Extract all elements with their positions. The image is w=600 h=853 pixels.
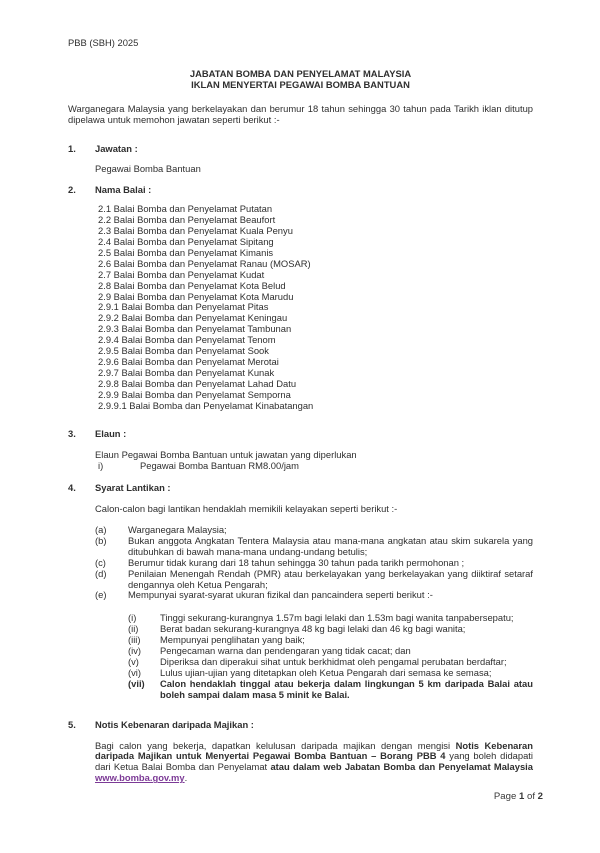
criteria-label: (c): [95, 556, 106, 568]
section-title: Jawatan :: [95, 142, 138, 154]
fizikal-text: Diperiksa dan diperakui sihat untuk berkhidmat oleh pengamal perubatan berdaftar;: [160, 655, 507, 667]
section-number: 5.: [68, 718, 76, 730]
section-number: 2.: [68, 184, 76, 196]
balai-list-item: 2.9 Balai Bomba dan Penyelamat Kota Marudu: [98, 290, 294, 302]
criteria-text: Warganegara Malaysia;: [128, 524, 227, 535]
section-number: 1.: [68, 142, 76, 154]
criteria-text: Bukan anggota Angkatan Tentera Malaysia atau mana-mana angkatan atau skim sukarela yang ditubuhkan di bawah mana-mana undang-undang betulis;: [128, 534, 533, 557]
elaun-item: [98, 461, 533, 472]
employer-notice-paragraph: [95, 741, 533, 785]
balai-list-item: 2.9.9 Balai Bomba dan Penyelamat Semporna: [98, 388, 291, 400]
balai-list-item: 2.9.7 Balai Bomba dan Penyelamat Kunak: [98, 366, 275, 378]
section-number: 4.: [68, 482, 76, 494]
syarat-lead: Calon-calon bagi lantikan hendaklah memikili kelayakan seperti berikut :-: [95, 503, 398, 515]
fizikal-list: [128, 613, 533, 700]
section-title: Elaun :: [95, 428, 127, 440]
doc-title: [68, 69, 533, 91]
criteria-item: [95, 569, 533, 591]
balai-list-item: 2.1 Balai Bomba dan Penyelamat Putatan: [98, 203, 273, 215]
notice-seg2-bold: Notis Kebenaran daripada Majikan untuk Menyertai Pegawai Bomba Bantuan – Borang PBB 4: [95, 739, 533, 762]
elaun-item-label: i): [98, 460, 104, 472]
section-number: 3.: [68, 428, 76, 440]
intro-paragraph: Warganegara Malaysia yang berkelayakan dan berumur 18 tahun sehingga 30 tahun pada Tarikh iklan ditutup dipelawa untuk memohon jawatan seperti berikut :-: [68, 102, 533, 125]
fizikal-text: Lulus ujian-ujian yang ditetapkan oleh Ketua Pengarah dari semasa ke semasa;: [160, 666, 492, 678]
section-title: Syarat Lantikan :: [95, 482, 171, 494]
doc-ref: PBB (SBH) 2025: [68, 37, 139, 48]
criteria-item: [95, 536, 533, 558]
fizikal-label: (i): [128, 612, 137, 624]
elaun-intro: Elaun Pegawai Bomba Bantuan untuk jawatan yang diperlukan: [95, 449, 357, 461]
notice-seg5: .: [184, 772, 188, 784]
balai-list-item: 2.9.4 Balai Bomba dan Penyelamat Tenom: [98, 334, 276, 346]
balai-list-item: 2.6 Balai Bomba dan Penyelamat Ranau (MOSAR): [98, 257, 311, 269]
page-footer: [494, 792, 543, 803]
notice-seg4-bold: atau dalam web Jabatan Bomba dan Penyelamat Malaysia: [270, 761, 533, 773]
jawatan-value: Pegawai Bomba Bantuan: [95, 163, 201, 175]
fizikal-item-highlight: [128, 679, 533, 701]
footer-page-current: 1: [518, 791, 525, 802]
criteria-label: (e): [95, 589, 107, 601]
bomba-website-link[interactable]: www.bomba.gov.my: [95, 772, 185, 784]
doc-title-line2: IKLAN MENYERTAI PEGAWAI BOMBA BANTUAN: [191, 78, 410, 90]
criteria-text: Berumur tidak kurang dari 18 tahun sehingga 30 tahun pada tarikh permohonan ;: [128, 556, 465, 568]
criteria-text: Penilaian Menengah Rendah (PMR) atau berkelayakan yang berkelayakan yang diiktiraf setaraf dengannya oleh Ketua Pengarah;: [128, 567, 533, 590]
footer-of-label: of: [524, 791, 538, 802]
section-title: Notis Kebenaran daripada Majikan :: [95, 718, 254, 730]
balai-list-item: 2.9.6 Balai Bomba dan Penyelamat Merotai: [98, 355, 279, 367]
fizikal-label: (vi): [128, 666, 142, 678]
criteria-label: (a): [95, 524, 107, 535]
criteria-label: (b): [95, 534, 107, 546]
fizikal-text: Pengecaman warna dan pendengaran yang tidak cacat; dan: [160, 645, 411, 657]
fizikal-text: Tinggi sekurang-kurangnya 1.57m bagi lelaki dan 1.53m bagi wanita tanpabersepatu;: [160, 612, 514, 624]
section-title: Nama Balai :: [95, 184, 152, 196]
balai-list-item: 2.3 Balai Bomba dan Penyelamat Kuala Penyu: [98, 225, 293, 237]
balai-list-item: 2.9.1 Balai Bomba dan Penyelamat Pitas: [98, 301, 269, 313]
balai-list-item: 2.9.8 Balai Bomba dan Penyelamat Lahad Datu: [98, 377, 297, 389]
fizikal-label: (vii): [128, 677, 145, 689]
section-1-heading: [68, 144, 533, 155]
fizikal-text: Calon hendaklah tinggal atau bekerja dalam lingkungan 5 km daripada Balai atau boleh sampai dalam masa 5 minit ke Balai.: [160, 677, 533, 700]
notice-seg3: yang boleh didapati dari Ketua Balai Bomba dan Penyelamat: [95, 750, 533, 773]
balai-list-item: 2.8 Balai Bomba dan Penyelamat Kota Belud: [98, 279, 286, 291]
fizikal-label: (iv): [128, 645, 142, 657]
footer-page-total: 2: [537, 791, 543, 802]
criteria-item: [95, 558, 533, 569]
balai-list-item: 2.5 Balai Bomba dan Penyelamat Kimanis: [98, 246, 274, 258]
balai-list-item: 2.9.3 Balai Bomba dan Penyelamat Tambunan: [98, 323, 292, 335]
criteria-label: (d): [95, 567, 107, 579]
fizikal-label: (v): [128, 655, 139, 667]
section-2-heading: [68, 185, 533, 196]
section-4-heading: [68, 483, 533, 494]
balai-list: [98, 204, 533, 411]
balai-list-item: 2.4 Balai Bomba dan Penyelamat Sipitang: [98, 235, 274, 247]
criteria-item: [95, 590, 533, 601]
section-3-heading: [68, 429, 533, 440]
balai-list-item: 2.7 Balai Bomba dan Penyelamat Kudat: [98, 268, 265, 280]
doc-title-line1: JABATAN BOMBA DAN PENYELAMAT MALAYSIA: [189, 67, 412, 79]
fizikal-label: (ii): [128, 623, 139, 635]
balai-list-item: 2.9.5 Balai Bomba dan Penyelamat Sook: [98, 345, 269, 357]
balai-list-item: 2.9.9.1 Balai Bomba dan Penyelamat Kinabatangan: [98, 399, 314, 411]
balai-list-item: 2.9.2 Balai Bomba dan Penyelamat Keningau: [98, 312, 288, 324]
balai-list-item: 2.2 Balai Bomba dan Penyelamat Beaufort: [98, 214, 276, 226]
footer-page-label: Page: [493, 791, 519, 802]
criteria-list: [95, 525, 533, 601]
notice-seg1: Bagi calon yang bekerja, dapatkan kelulusan daripada majikan dengan mengisi: [95, 739, 456, 751]
fizikal-text: Berat badan sekurang-kurangnya 48 kg bagi lelaki dan 46 kg bagi wanita;: [160, 623, 466, 635]
criteria-text: Mempunyai syarat-syarat ukuran fizikal dan pancaindera seperti berikut :-: [128, 589, 433, 601]
fizikal-label: (iii): [128, 634, 141, 646]
fizikal-text: Mempunyai penglihatan yang baik;: [160, 634, 305, 646]
elaun-item-text: Pegawai Bomba Bantuan RM8.00/jam: [140, 460, 299, 472]
section-5-heading: [68, 720, 533, 731]
